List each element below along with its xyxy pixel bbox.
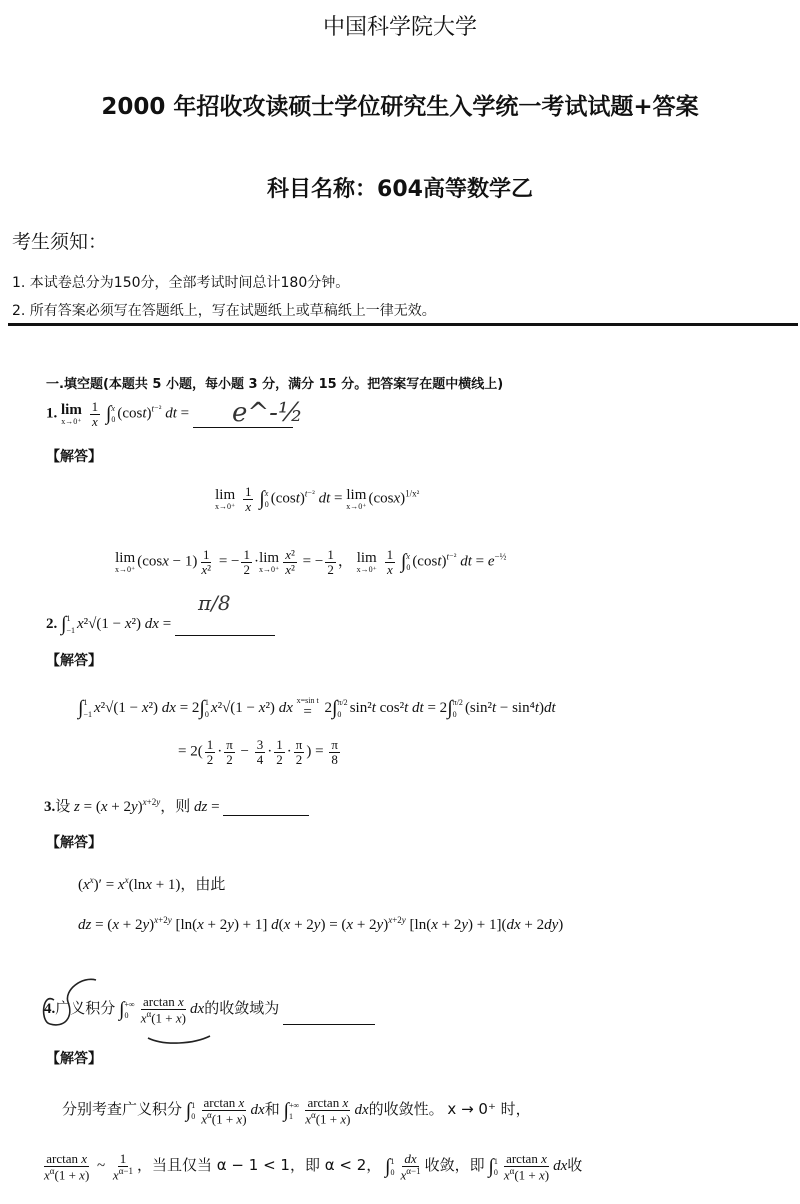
answer-label-3: 【解答】 [46, 835, 102, 851]
answer-blank [283, 1010, 375, 1025]
answer-blank [175, 621, 275, 636]
question-4: 4.广义积分 ∫ +∞ 0 $\frac{\text{arctan x}}{x^\alpha(1 + x)}$ dx的收敛域为 [44, 995, 375, 1025]
question-number: 1. [46, 405, 58, 422]
question-number: 2. [46, 615, 58, 632]
notice-item-1: 1. 本试卷总分为150分，全部考试时间总计180分钟。 [12, 275, 350, 291]
q2-solution-line-1: ∫ 1 −1 x²√(1 − x²) dx = 2∫ 1 0 x²√(1 − x²) dx x=sin t = 2∫ π/2 0 sin²t cos²t dt = 2∫ π/2 0 (sin²t − sin⁴t)dt [78, 696, 556, 720]
answer-blank [223, 801, 309, 816]
header-divider [8, 323, 798, 326]
q4-solution-line-1: 分别考查广义积分 ∫ 1 0 $\frac{\text{arctan x}}{x^\alpha(1 + x)}$ dx和 ∫ +∞ 1 $\frac{\text{arctan x}}{x^\alpha(1 + x)}$ dx的收敛性。 x → 0⁺ 时， [62, 1095, 531, 1126]
question-3: 3.设 $z = (x + 2y)^{x+2y}$，则 dz = [44, 795, 309, 816]
q3-solution-line-1: $(x^x)' = x^x(\ln x + 1)$，由此 [78, 875, 226, 893]
question-number: 3. [44, 799, 56, 815]
q4-solution-line-2: $\frac{\text{arctan x}}{x^\alpha(1 + x)}$ ~ $\frac{1}{x^{\alpha-1}}$ ，当且仅当 α − 1 < 1，即 α < 2， ∫ 1 0 $\frac{dx}{x^{\alpha-1}}$ 收敛，即 ∫ 1 0 $\frac{\text{arctan x}}{x^\alpha(1 + x)}$ dx收 [44, 1151, 583, 1182]
answer-label-4: 【解答】 [46, 1051, 102, 1067]
answer-label-1: 【解答】 [46, 449, 102, 465]
exam-title: 2000 年招收攻读硕士学位研究生入学统一考试试题+答案 [101, 94, 699, 120]
handwritten-answer-2: π/8 [198, 591, 231, 615]
q1-solution-line-1: lim x→0⁺ $\frac{1}{x}$ ∫ x 0 $(\cos t)^{t^{-2}}$ dt = lim x→0⁺ $(\cos x)^{1/x^2}$ [215, 484, 420, 514]
q2-solution-line-2: = 2( $\frac{1}{2}$ · $\frac{\pi}{2}$ − $\frac{3}{4}$ · $\frac{1}{2}$ · $\frac{\pi}{2}$ ) = $\frac{\pi}{8}$ [178, 737, 338, 767]
answer-label-2: 【解答】 [46, 653, 102, 669]
q3-solution-line-2: dz = $(x + 2y)^{x+2y}$ [ln(x + 2y) + 1] $d(x + 2y) = (x + 2y)^{x+2y}$ [ln(x + 2y) + 1](dx + 2dy) [78, 915, 564, 933]
university-name: 中国科学院大学 [322, 15, 477, 40]
notice-item-2: 2. 所有答案必须写在答题纸上，写在试题纸上或草稿纸上一律无效。 [12, 303, 436, 319]
question-1: 1. lim x→0⁺ $\frac{1}{x}$ ∫ x 0 $(\cos t)^{t^{-2}}$ dt = [46, 400, 293, 428]
section-heading: 一.填空题(本题共 5 小题，每小题 3 分，满分 15 分。把答案写在题中横线上) [46, 377, 504, 392]
handwritten-annotation [34, 962, 224, 1052]
handwritten-answer-1: e^-½ [232, 398, 304, 428]
q1-solution-line-2: lim x→0⁺ (cosx − 1) $\frac{1}{\text{x²}}$ = − $\frac{1}{2}$ · lim x→0⁺ $\frac{\text{x²}}{\text{x²}}$ = − $\frac{1}{2}$ ， lim x→0⁺ $\frac{1}{x}$ ∫ x 0 $(\cos t)^{t^{-2}}$ dt = $e^{-\frac{1}{2}}$ [115, 547, 507, 577]
subject-name: 科目名称：604高等数学乙 [267, 177, 533, 202]
question-2: 2. ∫ 1 −1 x²√(1 − x²) dx = [46, 613, 275, 636]
question-number: 4. [44, 1001, 56, 1018]
notice-title: 考生须知： [12, 231, 108, 253]
